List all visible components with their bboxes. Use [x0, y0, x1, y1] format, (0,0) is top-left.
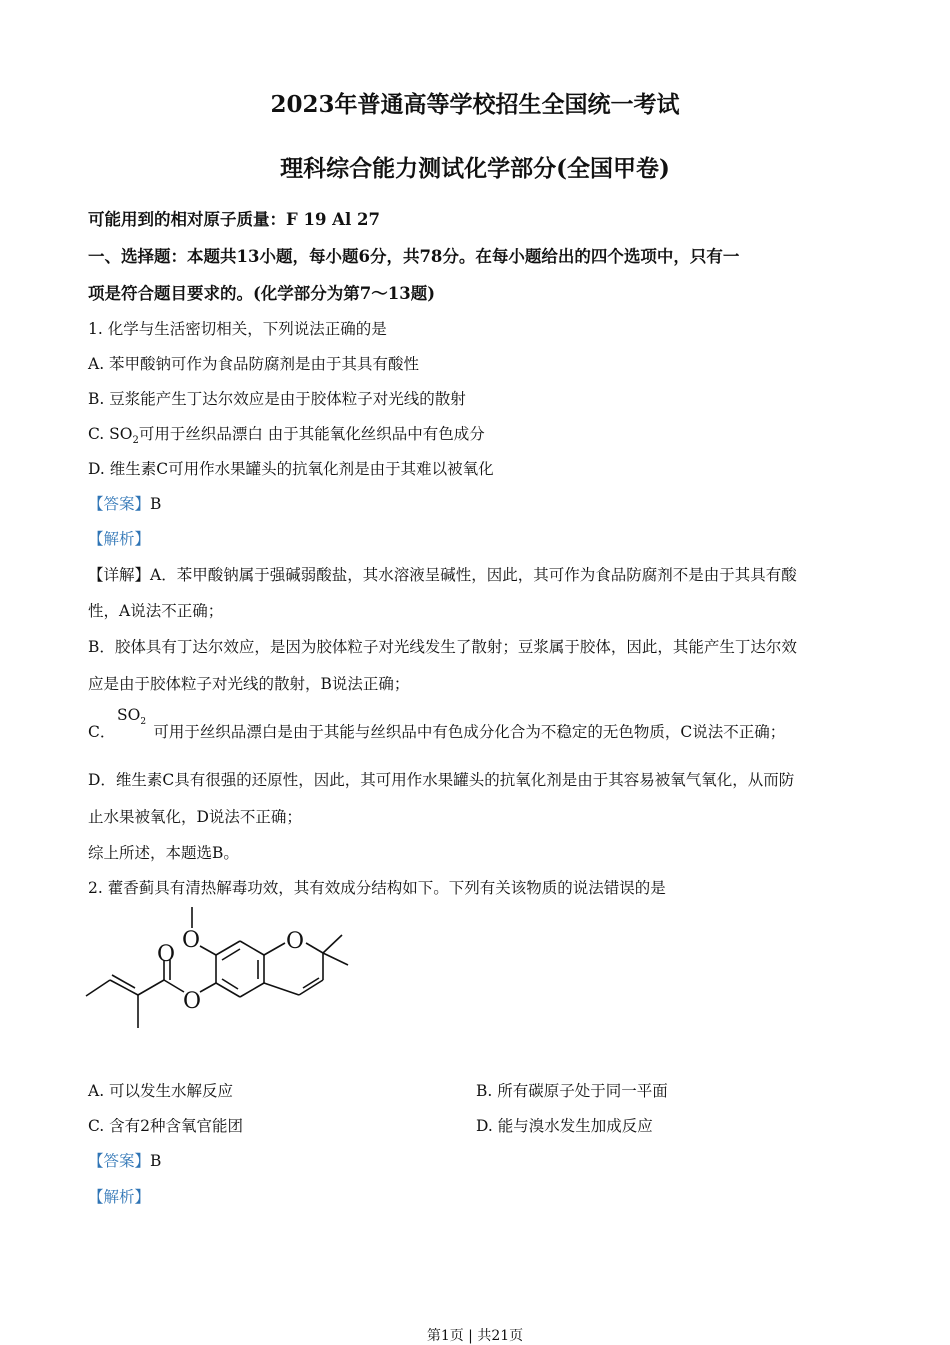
q1-detail-b-line2: 应是由于胶体粒子对光线的散射，B说法正确； — [88, 675, 410, 693]
detail-tag: 【详解】 — [88, 566, 151, 584]
q1-detail-c — [88, 720, 868, 742]
q2-stem: 2. 藿香蓟具有清热解毒功效，其有效成分结构如下。下列有关该物质的说法错误的是 — [88, 879, 666, 897]
section-heading-line1: 一、选择题：本题共13小题，每小题6分，共78分。在每小题给出的四个选项中，只有一 — [88, 247, 740, 266]
q1-option-d: D. 维生素C可用作水果罐头的抗氧化剂是由于其难以被氧化 — [88, 460, 494, 478]
detail-a-text: A．苯甲酸钠属于强碱弱酸盐，其水溶液呈碱性，因此，其可作为食品防腐剂不是由于其具有酸 — [150, 566, 797, 584]
q1-stem: 1. 化学与生活密切相关，下列说法正确的是 — [88, 320, 387, 338]
q2-option-c: C. 含有2种含氧官能团 — [88, 1117, 244, 1135]
q1-option-c-subscript: 2 — [132, 435, 139, 447]
answer-value: B — [150, 1152, 162, 1170]
q2-option-d: D. 能与溴水发生加成反应 — [476, 1117, 653, 1135]
so-subscript: 2 — [140, 717, 147, 728]
q2-answer — [88, 1149, 868, 1171]
q1-detail-a-line2: 性，A说法不正确； — [88, 602, 224, 620]
q1-option-a: A. 苯甲酸钠可作为食品防腐剂是由于其具有酸性 — [88, 355, 420, 373]
q1-option-c — [88, 422, 868, 446]
q1-detail-a-line1 — [88, 563, 868, 585]
q1-option-c-prefix: C. SO — [88, 425, 133, 443]
q1-detail-d-line1: D．维生素C具有很强的还原性，因此，其可用作水果罐头的抗氧化剂是由于其容易被氧气氧化，从而防 — [88, 771, 795, 789]
atom-o-ester: O — [183, 989, 202, 1014]
q1-detail-b-line1: B．胶体具有丁达尔效应，是因为胶体粒子对光线发生了散射；豆浆属于胶体，因此，其能产生丁达尔效 — [88, 638, 797, 656]
answer-tag: 【答案】 — [88, 1152, 151, 1170]
q2-option-b: B. 所有碳原子处于同一平面 — [476, 1082, 668, 1100]
so-text: SO — [117, 706, 141, 724]
main-title: 2023年普通高等学校招生全国统一考试 — [270, 91, 680, 118]
q1-detail-d-line2: 止水果被氧化，D说法不正确； — [88, 808, 302, 826]
detail-c-label: C． — [88, 723, 116, 741]
q1-answer — [88, 492, 868, 514]
section-heading-line2: 项是符合题目要求的。(化学部分为第7～13题) — [88, 284, 436, 303]
q1-analysis-tag: 【解析】 — [88, 530, 151, 548]
sub-title: 理科综合能力测试化学部分(全国甲卷) — [280, 155, 670, 182]
answer-value: B — [150, 495, 162, 513]
molecular-structure-diagram — [80, 900, 370, 1040]
q1-option-b: B. 豆浆能产生丁达尔效应是由于胶体粒子对光线的散射 — [88, 390, 466, 408]
q2-analysis-tag: 【解析】 — [88, 1188, 151, 1206]
page-footer: 第1页 | 共21页 — [426, 1328, 524, 1344]
q1-summary: 综上所述，本题选B。 — [88, 844, 239, 862]
atom-o-ring: O — [286, 929, 305, 954]
q1-option-c-text: 可用于丝织品漂白 由于其能氧化丝织品中有色成分 — [138, 425, 485, 443]
atom-o-carbonyl: O — [157, 942, 176, 967]
detail-c-text: 可用于丝织品漂白是由于其能与丝织品中有色成分化合为不稳定的无色物质，C说法不正确； — [153, 723, 786, 741]
atom-o-methoxy: O — [182, 928, 201, 953]
atomic-mass-note: 可能用到的相对原子质量：F 19 Al 27 — [88, 210, 380, 229]
answer-tag: 【答案】 — [88, 495, 151, 513]
q2-option-a: A. 可以发生水解反应 — [88, 1082, 234, 1100]
